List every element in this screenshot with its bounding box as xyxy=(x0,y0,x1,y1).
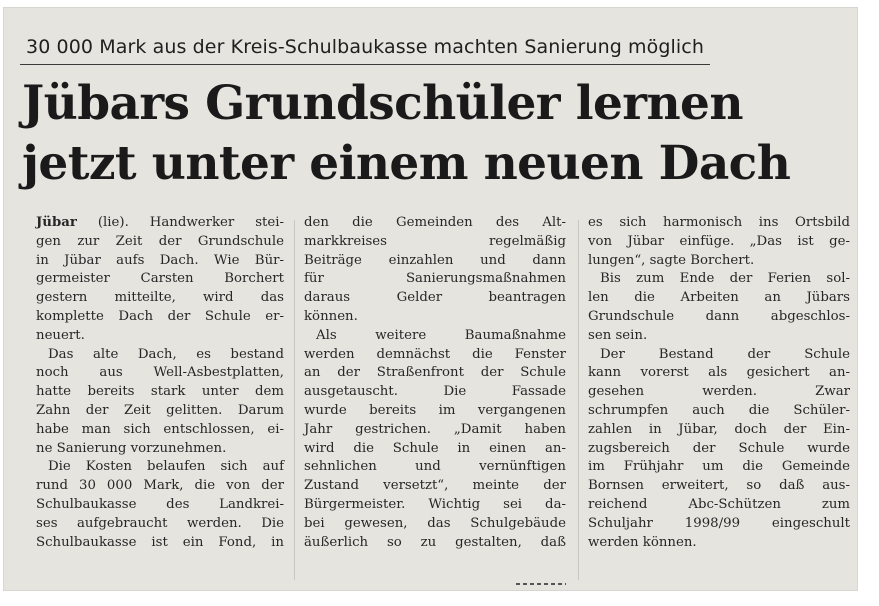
article-text-line: Die Kosten belaufen sich auf xyxy=(48,459,284,475)
article-text-line: für Sanierungsmaßnahmen xyxy=(304,271,566,287)
article-text-line: zahlen in Jübar, doch der Ein- xyxy=(588,421,850,437)
headline-line-1: Jübars Grundschüler lernen xyxy=(22,76,743,131)
column-divider xyxy=(578,220,579,580)
article-text-line: Schuljahr 1998/99 eingeschult xyxy=(588,515,850,531)
newspaper-clipping xyxy=(4,8,857,590)
article-column-1 xyxy=(36,214,284,552)
article-text-line: wurde bereits im vergangenen xyxy=(304,402,566,418)
article-text-line: lungen“, sagte Borchert. xyxy=(588,252,755,268)
article-text-line: habe man sich entschlossen, ei- xyxy=(36,421,284,437)
article-text-line: gestern mitteilte, wird das xyxy=(36,290,284,306)
headline-line-2: jetzt unter einem neuen Dach xyxy=(22,136,791,191)
article-text-line: rund 30 000 Mark, die von der xyxy=(36,478,284,494)
article-text-line: Der Bestand der Schule xyxy=(600,346,850,362)
article-text-line: hatte bereits stark unter dem xyxy=(36,384,284,400)
article-text-line: Schulbaukasse ist ein Fond, in xyxy=(36,534,284,550)
article-text-line: zugsbereich der Schule wurde xyxy=(588,440,850,456)
article-text-line: schrumpfen auch die Schüler- xyxy=(588,402,850,418)
cut-mark xyxy=(516,583,566,585)
dateline: Jübar xyxy=(36,215,77,230)
article-text-line: neuert. xyxy=(36,327,85,343)
article-text-line: Beiträge einzahlen und dann xyxy=(304,252,566,268)
article-text-line: sehnlichen und vernünftigen xyxy=(304,459,566,475)
article-text-line: im Frühjahr um die Gemeinde xyxy=(588,459,850,475)
article-text-line: ausgetauscht. Die Fassade xyxy=(304,384,566,400)
article-text-line: Bis zum Ende der Ferien sol- xyxy=(600,271,850,287)
article-text-line: wird die Schule in einen an- xyxy=(304,440,566,456)
article-text-line: Zustand versetzt“, meinte der xyxy=(304,478,566,494)
article-text-line: Bornsen erweitert, so daß aus- xyxy=(588,478,850,494)
article-text-line: gen zur Zeit der Grundschule xyxy=(36,233,284,249)
article-column-3 xyxy=(588,214,850,552)
article-text-line: gesehen werden. Zwar xyxy=(588,384,850,400)
article-text-line: sen sein. xyxy=(588,327,648,343)
article-headline xyxy=(22,74,852,194)
article-text-line: können. xyxy=(304,308,358,324)
article-column-2 xyxy=(304,214,566,552)
article-text-line: Jübar (lie). Handwerker stei- xyxy=(36,215,284,230)
article-text-line: Bürgermeister. Wichtig sei da- xyxy=(304,496,566,512)
article-text-line: kann vorerst als gesichert an- xyxy=(588,365,850,381)
article-text-line: komplette Dach der Schule er- xyxy=(36,308,284,324)
article-kicker: 30 000 Mark aus der Kreis-Schulbaukasse machten Sanierung möglich xyxy=(20,30,710,65)
column-divider xyxy=(294,220,295,580)
article-text-line: Das alte Dach, es bestand xyxy=(48,346,284,362)
article-text-line: in Jübar aufs Dach. Wie Bür- xyxy=(36,252,284,268)
article-text-line: es sich harmonisch ins Ortsbild xyxy=(588,215,850,230)
article-text-line: den die Gemeinden des Alt- xyxy=(304,215,566,230)
article-text-line: germeister Carsten Borchert xyxy=(36,271,284,287)
article-text-line: werden demnächst die Fenster xyxy=(304,346,566,362)
article-text-line: äußerlich so zu gestalten, daß xyxy=(304,534,566,550)
article-text-line: Grundschule dann abgeschlos- xyxy=(588,308,850,324)
article-text-line: len die Arbeiten an Jübars xyxy=(588,290,850,306)
article-text-line: Zahn der Zeit gelitten. Darum xyxy=(36,402,284,418)
article-text-line: bei gewesen, das Schulgebäude xyxy=(304,515,566,531)
article-text-line: werden können. xyxy=(588,534,697,550)
article-text-line: noch aus Well-Asbestplatten, xyxy=(36,365,284,381)
article-text-line: Jahr gestrichen. „Damit haben xyxy=(304,421,566,437)
article-text-line: von Jübar einfüge. „Das ist ge- xyxy=(588,233,850,249)
article-text-line: ses aufgebraucht werden. Die xyxy=(36,515,284,531)
article-text-line: reichend Abc-Schützen zum xyxy=(588,496,850,512)
article-text-line: an der Straßenfront der Schule xyxy=(304,365,566,381)
article-text-line: Schulbaukasse des Landkrei- xyxy=(36,496,284,512)
article-text-line: markkreises regelmäßig xyxy=(304,233,566,249)
article-text-line: Als weitere Baumaßnahme xyxy=(316,327,566,343)
article-text-line: ne Sanierung vorzunehmen. xyxy=(36,440,227,456)
article-text-line: daraus Gelder beantragen xyxy=(304,290,566,306)
